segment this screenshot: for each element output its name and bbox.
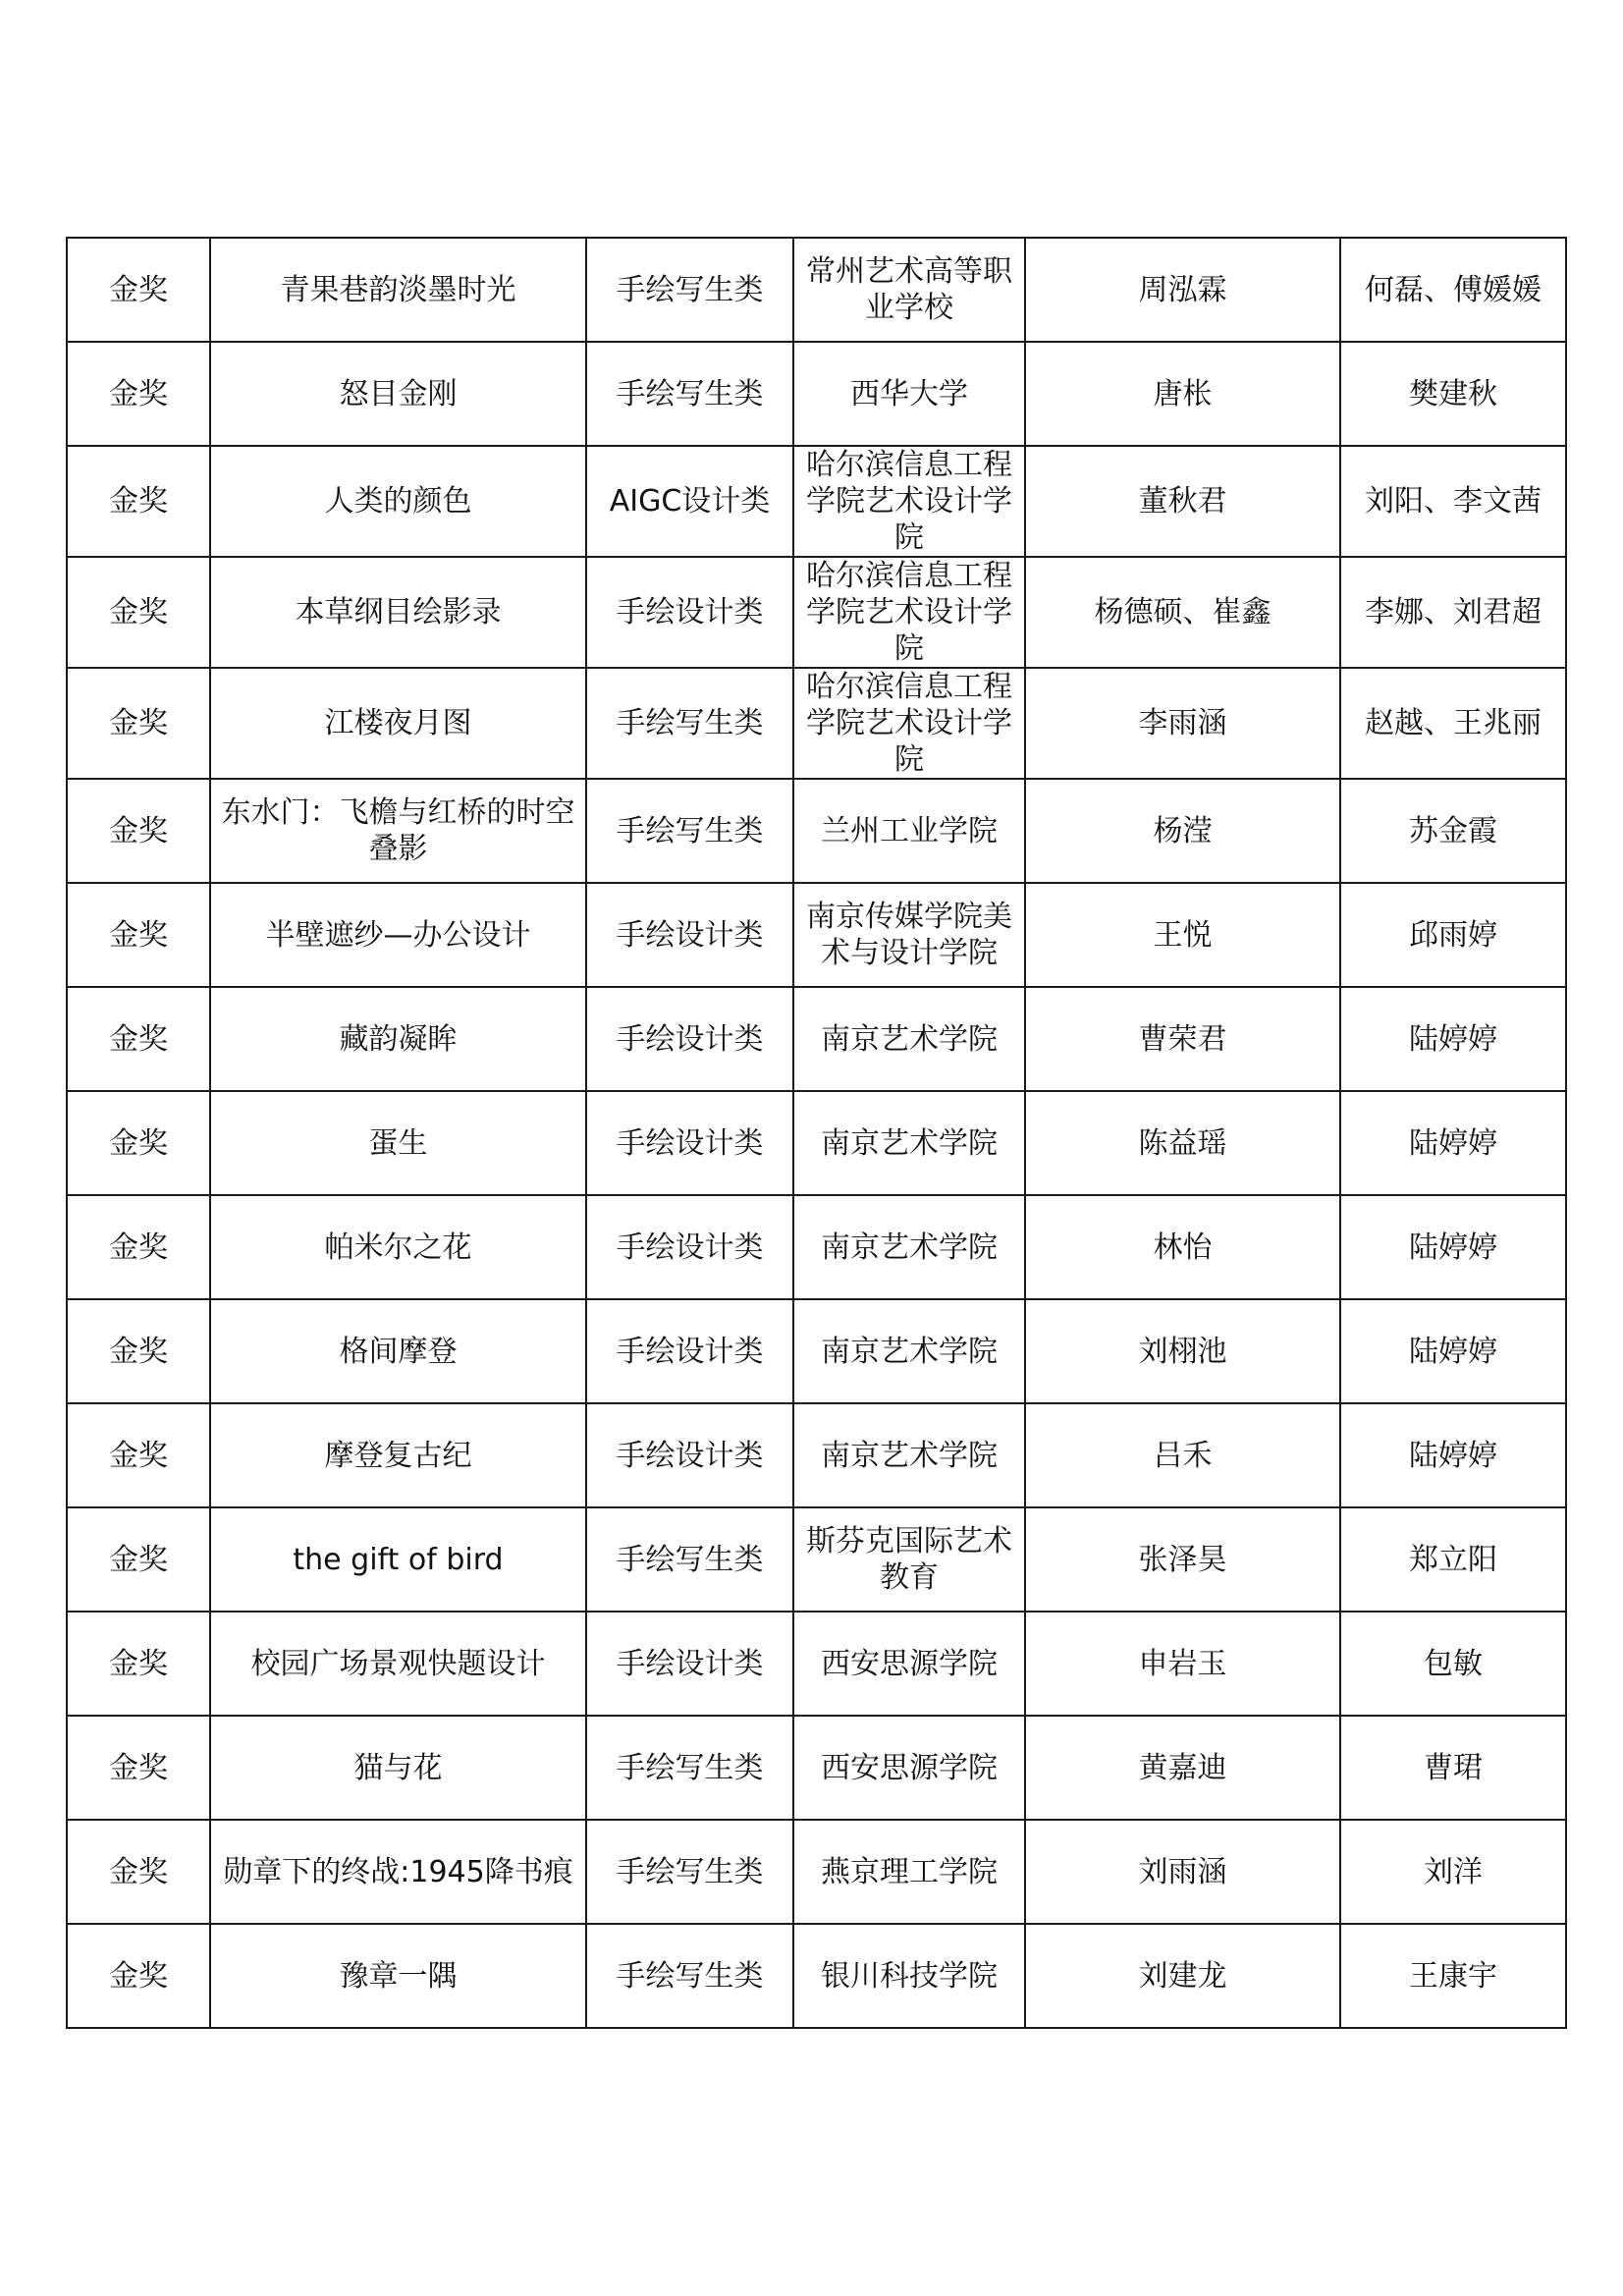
work-title-cell: 蛋生	[210, 1091, 586, 1195]
author-cell: 唐枨	[1025, 342, 1340, 446]
author-cell: 张泽昊	[1025, 1507, 1340, 1612]
category-cell: 手绘写生类	[586, 779, 793, 883]
award-cell: 金奖	[67, 1820, 210, 1924]
work-title-cell: 勋章下的终战:1945降书痕	[210, 1820, 586, 1924]
table-row	[67, 557, 1566, 668]
award-cell: 金奖	[67, 1091, 210, 1195]
work-title-cell: 豫章一隅	[210, 1924, 586, 2028]
work-title-cell: the gift of bird	[210, 1507, 586, 1612]
category-cell: 手绘设计类	[586, 1299, 793, 1403]
award-cell: 金奖	[67, 1612, 210, 1716]
table-row	[67, 1195, 1566, 1299]
work-title-cell: 东水门：飞檐与红桥的时空叠影	[210, 779, 586, 883]
work-title-cell: 青果巷韵淡墨时光	[210, 238, 586, 342]
category-cell: 手绘设计类	[586, 883, 793, 987]
table-row	[67, 1091, 1566, 1195]
author-cell: 杨德硕、崔鑫	[1025, 557, 1340, 668]
teacher-cell: 陆婷婷	[1340, 987, 1566, 1091]
table-row	[67, 1507, 1566, 1612]
school-cell: 西华大学	[793, 342, 1025, 446]
award-cell: 金奖	[67, 779, 210, 883]
category-cell: 手绘设计类	[586, 1403, 793, 1507]
teacher-cell: 苏金霞	[1340, 779, 1566, 883]
school-cell: 燕京理工学院	[793, 1820, 1025, 1924]
table-row	[67, 1924, 1566, 2028]
category-cell: 手绘写生类	[586, 1716, 793, 1820]
work-title-cell: 本草纲目绘影录	[210, 557, 586, 668]
award-cell: 金奖	[67, 1507, 210, 1612]
work-title-cell: 怒目金刚	[210, 342, 586, 446]
school-cell: 西安思源学院	[793, 1716, 1025, 1820]
work-title-cell: 帕米尔之花	[210, 1195, 586, 1299]
school-cell: 南京艺术学院	[793, 1403, 1025, 1507]
award-cell: 金奖	[67, 883, 210, 987]
table-row	[67, 779, 1566, 883]
school-cell: 南京艺术学院	[793, 1195, 1025, 1299]
award-cell: 金奖	[67, 446, 210, 557]
teacher-cell: 陆婷婷	[1340, 1403, 1566, 1507]
category-cell: 手绘写生类	[586, 1507, 793, 1612]
award-cell: 金奖	[67, 557, 210, 668]
category-cell: 手绘写生类	[586, 668, 793, 779]
author-cell: 王悦	[1025, 883, 1340, 987]
author-cell: 陈益瑶	[1025, 1091, 1340, 1195]
school-cell: 南京艺术学院	[793, 1299, 1025, 1403]
teacher-cell: 王康宇	[1340, 1924, 1566, 2028]
author-cell: 杨滢	[1025, 779, 1340, 883]
teacher-cell: 刘阳、李文茜	[1340, 446, 1566, 557]
table-row	[67, 1716, 1566, 1820]
table-row	[67, 1612, 1566, 1716]
teacher-cell: 陆婷婷	[1340, 1299, 1566, 1403]
work-title-cell: 半壁遮纱—办公设计	[210, 883, 586, 987]
author-cell: 曹荣君	[1025, 987, 1340, 1091]
author-cell: 吕禾	[1025, 1403, 1340, 1507]
award-cell: 金奖	[67, 668, 210, 779]
work-title-cell: 藏韵凝眸	[210, 987, 586, 1091]
school-cell: 银川科技学院	[793, 1924, 1025, 2028]
author-cell: 黄嘉迪	[1025, 1716, 1340, 1820]
school-cell: 南京传媒学院美术与设计学院	[793, 883, 1025, 987]
author-cell: 刘建龙	[1025, 1924, 1340, 2028]
work-title-cell: 江楼夜月图	[210, 668, 586, 779]
work-title-cell: 格间摩登	[210, 1299, 586, 1403]
table-row	[67, 987, 1566, 1091]
teacher-cell: 陆婷婷	[1340, 1195, 1566, 1299]
table-row	[67, 1299, 1566, 1403]
awards-table	[66, 237, 1567, 2029]
category-cell: 手绘写生类	[586, 1924, 793, 2028]
category-cell: 手绘写生类	[586, 342, 793, 446]
teacher-cell: 刘洋	[1340, 1820, 1566, 1924]
school-cell: 斯芬克国际艺术教育	[793, 1507, 1025, 1612]
category-cell: 手绘设计类	[586, 1195, 793, 1299]
table-row	[67, 668, 1566, 779]
work-title-cell: 摩登复古纪	[210, 1403, 586, 1507]
author-cell: 李雨涵	[1025, 668, 1340, 779]
category-cell: 手绘写生类	[586, 1820, 793, 1924]
award-cell: 金奖	[67, 987, 210, 1091]
teacher-cell: 赵越、王兆丽	[1340, 668, 1566, 779]
teacher-cell: 曹珺	[1340, 1716, 1566, 1820]
school-cell: 西安思源学院	[793, 1612, 1025, 1716]
award-cell: 金奖	[67, 342, 210, 446]
author-cell: 刘雨涵	[1025, 1820, 1340, 1924]
author-cell: 刘栩池	[1025, 1299, 1340, 1403]
school-cell: 哈尔滨信息工程学院艺术设计学院	[793, 557, 1025, 668]
category-cell: 手绘设计类	[586, 1091, 793, 1195]
award-cell: 金奖	[67, 1403, 210, 1507]
teacher-cell: 邱雨婷	[1340, 883, 1566, 987]
table-row	[67, 238, 1566, 342]
table-row	[67, 342, 1566, 446]
work-title-cell: 猫与花	[210, 1716, 586, 1820]
author-cell: 林怡	[1025, 1195, 1340, 1299]
category-cell: 手绘设计类	[586, 1612, 793, 1716]
school-cell: 哈尔滨信息工程学院艺术设计学院	[793, 668, 1025, 779]
category-cell: 手绘写生类	[586, 238, 793, 342]
category-cell: 手绘设计类	[586, 987, 793, 1091]
teacher-cell: 樊建秋	[1340, 342, 1566, 446]
category-cell: 手绘设计类	[586, 557, 793, 668]
award-cell: 金奖	[67, 238, 210, 342]
category-cell: AIGC设计类	[586, 446, 793, 557]
award-cell: 金奖	[67, 1716, 210, 1820]
school-cell: 常州艺术高等职业学校	[793, 238, 1025, 342]
table-row	[67, 1820, 1566, 1924]
teacher-cell: 郑立阳	[1340, 1507, 1566, 1612]
table-row	[67, 883, 1566, 987]
award-cell: 金奖	[67, 1924, 210, 2028]
award-cell: 金奖	[67, 1299, 210, 1403]
award-cell: 金奖	[67, 1195, 210, 1299]
school-cell: 哈尔滨信息工程学院艺术设计学院	[793, 446, 1025, 557]
table-row	[67, 446, 1566, 557]
teacher-cell: 陆婷婷	[1340, 1091, 1566, 1195]
school-cell: 兰州工业学院	[793, 779, 1025, 883]
school-cell: 南京艺术学院	[793, 987, 1025, 1091]
author-cell: 申岩玉	[1025, 1612, 1340, 1716]
teacher-cell: 何磊、傅媛媛	[1340, 238, 1566, 342]
author-cell: 董秋君	[1025, 446, 1340, 557]
table-row	[67, 1403, 1566, 1507]
school-cell: 南京艺术学院	[793, 1091, 1025, 1195]
work-title-cell: 校园广场景观快题设计	[210, 1612, 586, 1716]
teacher-cell: 包敏	[1340, 1612, 1566, 1716]
work-title-cell: 人类的颜色	[210, 446, 586, 557]
author-cell: 周泓霖	[1025, 238, 1340, 342]
teacher-cell: 李娜、刘君超	[1340, 557, 1566, 668]
awards-table-body	[67, 238, 1566, 2028]
